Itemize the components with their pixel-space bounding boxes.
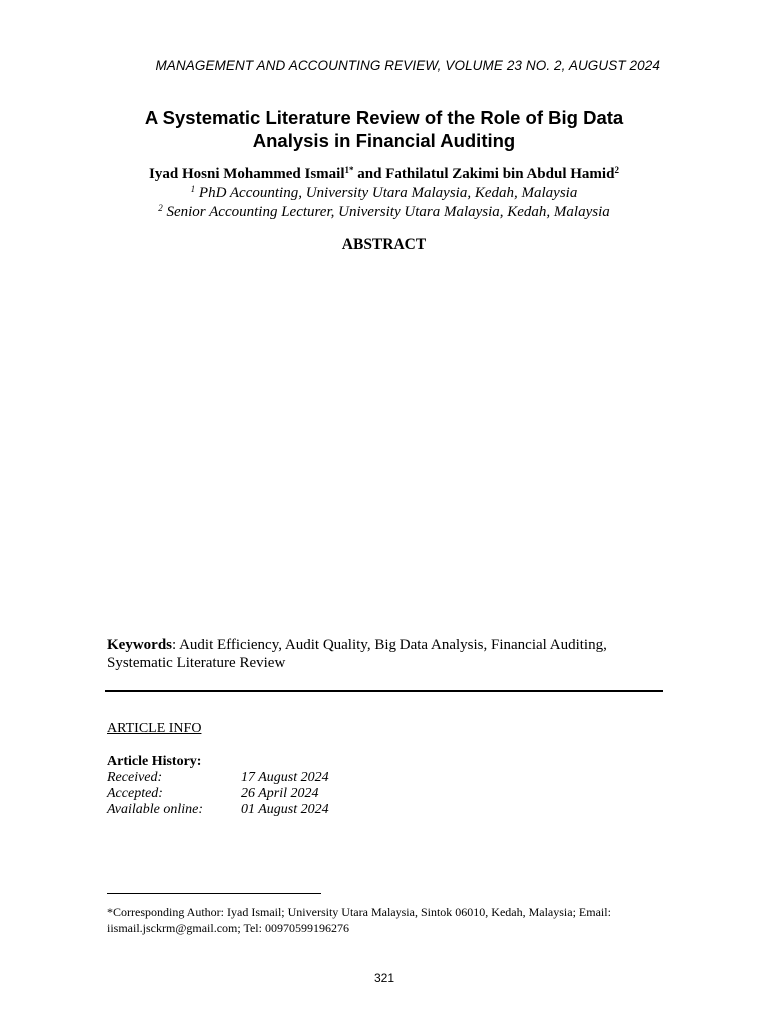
paper-title-line-2: Analysis in Financial Auditing	[252, 130, 516, 151]
keywords-text: : Audit Efficiency, Audit Quality, Big Data Analysis, Financial Auditing, Systematic Literature Review	[107, 637, 607, 671]
affiliation-1-text: PhD Accounting, University Utara Malaysia, Kedah, Malaysia	[195, 185, 578, 201]
footnote-divider	[107, 893, 321, 894]
paper-title-line-1: A Systematic Literature Review of the Role of Big Data	[144, 107, 624, 128]
corresponding-author-footnote: *Corresponding Author: Iyad Ismail; University Utara Malaysia, Sintok 06010, Kedah, Malaysia; Email: iismail.jsckrm@gmail.com; Tel: 00970599196276	[107, 905, 611, 935]
history-row-available-online	[107, 802, 329, 818]
article-info-heading: ARTICLE INFO	[107, 721, 202, 736]
keywords	[107, 636, 663, 672]
history-date: 26 April 2024	[241, 786, 319, 801]
history-label: Received:	[107, 770, 163, 785]
paper-title	[0, 106, 768, 152]
affiliation-2	[0, 199, 768, 222]
history-label: Accepted:	[107, 786, 163, 801]
keywords-label: Keywords	[107, 637, 172, 653]
affiliation-2-text: Senior Accounting Lecturer, University Utara Malaysia, Kedah, Malaysia	[162, 204, 610, 220]
author-1-mark: 1*	[344, 165, 354, 175]
author-conjunction: and	[353, 166, 386, 182]
article-history-title: Article History:	[107, 754, 202, 769]
affiliation-1-mark: 1	[190, 184, 196, 194]
history-row-accepted	[107, 786, 329, 802]
author-2-mark: 2	[614, 165, 619, 175]
affiliation-2-mark: 2	[158, 203, 163, 213]
page-number: 321	[373, 971, 395, 985]
author-2-name: Fathilatul Zakimi bin Abdul Hamid	[385, 166, 615, 182]
history-label: Available online:	[107, 802, 204, 817]
article-history	[107, 770, 329, 818]
journal-header: MANAGEMENT AND ACCOUNTING REVIEW, VOLUME 23 NO. 2, AUGUST 2024	[155, 58, 660, 73]
section-divider	[105, 690, 663, 692]
history-date: 17 August 2024	[241, 770, 329, 785]
author-1-name: Iyad Hosni Mohammed Ismail	[149, 166, 345, 182]
abstract-heading: ABSTRACT	[341, 236, 427, 253]
history-date: 01 August 2024	[241, 802, 329, 817]
history-row-received	[107, 770, 329, 786]
